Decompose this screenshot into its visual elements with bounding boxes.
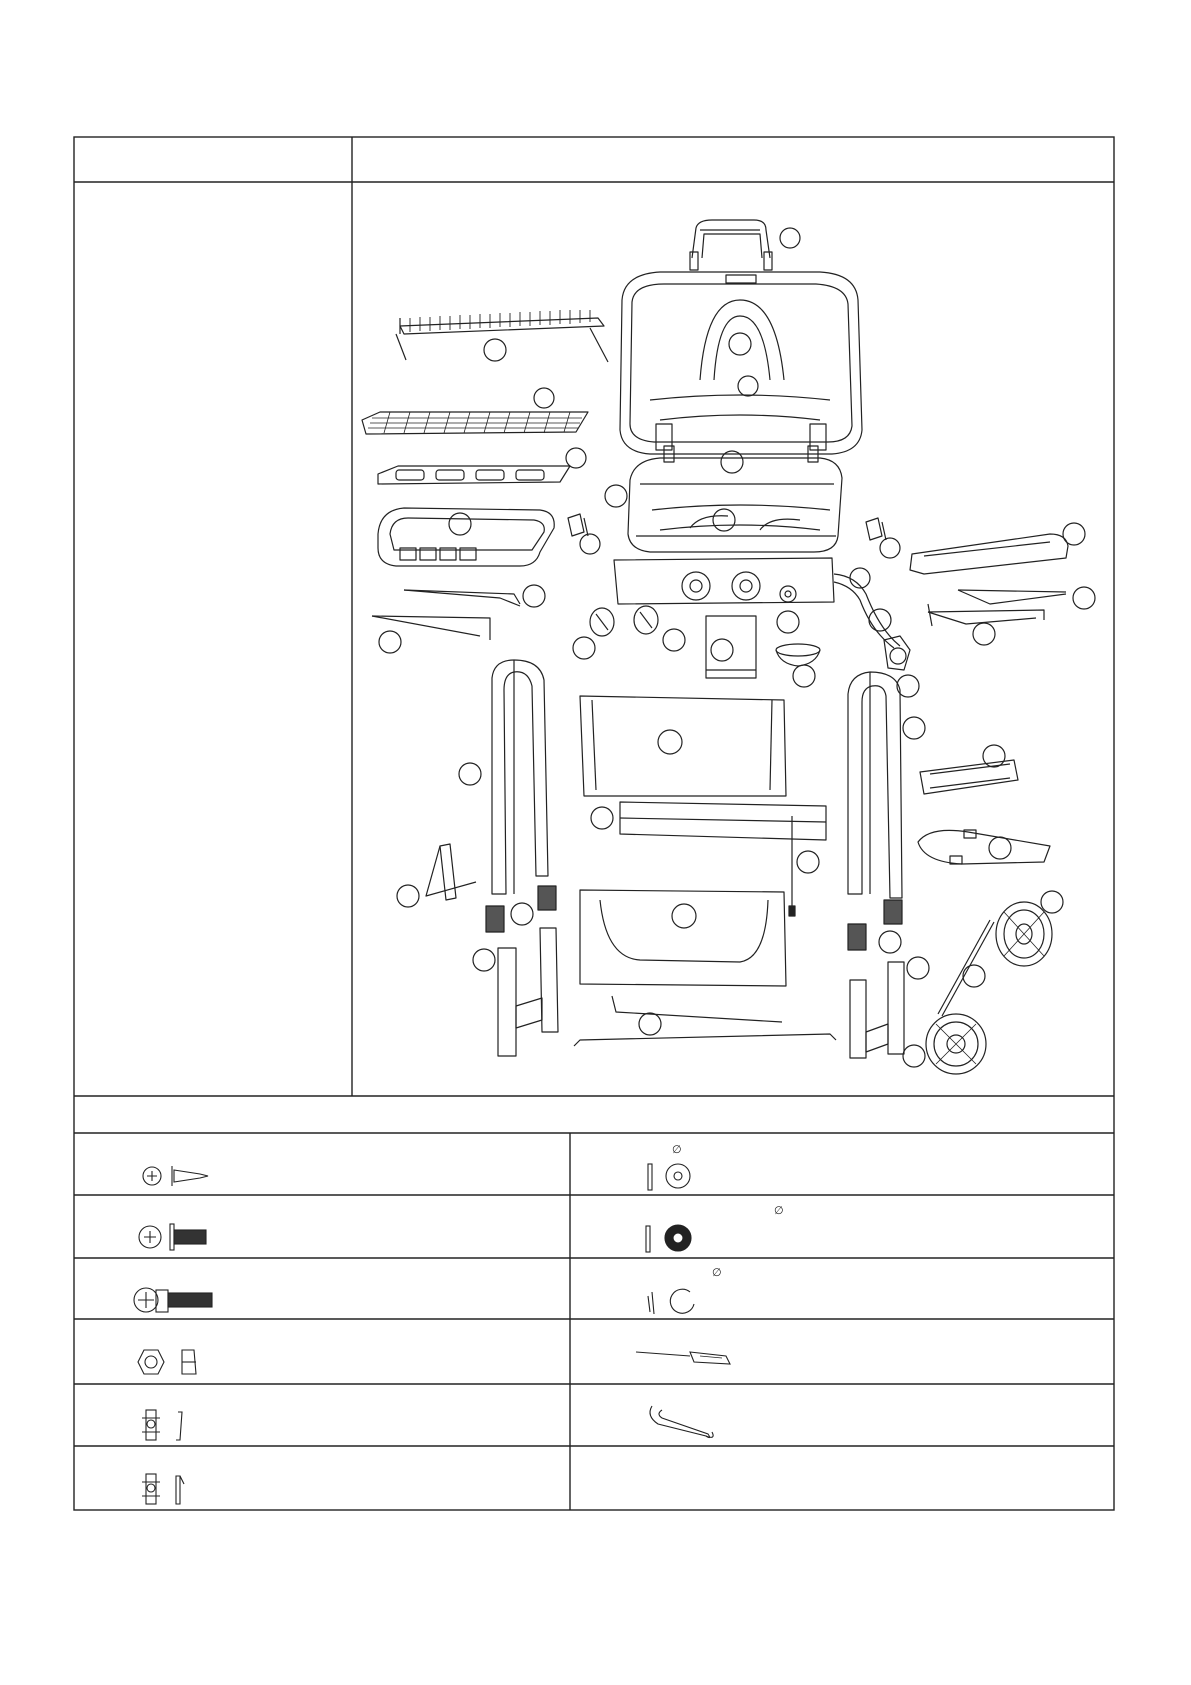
callout-circle	[713, 509, 735, 531]
cooking-grid	[362, 412, 588, 434]
table-frame	[74, 137, 1114, 1510]
leg-left	[492, 660, 548, 894]
diameter-symbol: ∅	[712, 1267, 722, 1279]
wire-ring	[918, 830, 1050, 864]
callout-circle	[983, 745, 1005, 767]
hardware-clip-nut-icon	[142, 1474, 184, 1504]
callout-circle	[973, 623, 995, 645]
hardware-screw-small-icon	[143, 1166, 208, 1186]
callout-circle	[907, 957, 929, 979]
callout-circle	[580, 534, 600, 554]
callout-circle	[880, 538, 900, 558]
warming-rack	[396, 310, 608, 362]
callout-circle	[639, 1013, 661, 1035]
bottom-rod	[574, 996, 836, 1046]
control-knobs	[590, 606, 658, 636]
callout-circle	[397, 885, 419, 907]
heat-tent	[378, 466, 570, 484]
hardware-hex-nut-icon	[138, 1350, 196, 1374]
hardware-star-washer-icon	[646, 1225, 691, 1252]
shelf-bracket-right	[928, 590, 1066, 626]
back-panel	[580, 696, 786, 796]
diameter-symbol: ∅	[672, 1144, 682, 1156]
diameter-symbol: ∅	[774, 1205, 784, 1217]
callout-circle	[879, 931, 901, 953]
callout-circle	[511, 903, 533, 925]
wheel-lower	[926, 1014, 986, 1074]
side-shelf-right	[910, 534, 1068, 574]
callout-circle	[449, 513, 471, 535]
callout-circle	[903, 1045, 925, 1067]
callout-circle	[484, 339, 506, 361]
hardware-cage-nut-icon	[142, 1410, 182, 1440]
callout-circle	[663, 629, 685, 651]
callout-circle	[777, 611, 799, 633]
callout-circle	[869, 609, 891, 631]
leg-right	[848, 672, 902, 898]
callout-circle	[903, 717, 925, 739]
callout-circle	[672, 904, 696, 928]
callout-circle	[1041, 891, 1063, 913]
lid-handle	[690, 220, 772, 270]
callout-circle	[729, 333, 751, 355]
screwdriver-icon	[636, 1352, 730, 1364]
control-panel	[614, 558, 900, 648]
callout-circle	[658, 730, 682, 754]
grease-cup	[776, 644, 820, 666]
base-left	[498, 928, 558, 1056]
side-shelf-left	[378, 508, 554, 566]
hardware-bolt-icon	[139, 1224, 206, 1250]
regulator	[884, 636, 910, 670]
callout-circle	[963, 965, 985, 987]
callout-circle	[605, 485, 627, 507]
grease-tray	[706, 616, 756, 678]
callout-circle	[534, 388, 554, 408]
hardware-hex-bolt-icon	[134, 1288, 212, 1312]
callout-circle	[711, 639, 733, 661]
heat-shield-bracket-right	[866, 518, 886, 540]
hardware-lock-washer-icon	[648, 1289, 694, 1314]
callout-circle	[1073, 587, 1095, 609]
tank-hook	[426, 844, 476, 900]
wrench-icon	[650, 1406, 713, 1438]
wheel-upper	[996, 902, 1052, 966]
hardware-flat-washer-icon	[648, 1164, 690, 1190]
callout-circle	[523, 585, 545, 607]
heat-shield-bracket-left	[568, 514, 588, 536]
callout-circle	[738, 376, 758, 396]
callout-circle	[989, 837, 1011, 859]
base-right	[850, 962, 904, 1058]
callout-circle	[591, 807, 613, 829]
callout-circle	[566, 448, 586, 468]
callout-circle	[459, 763, 481, 785]
leg-connectors	[486, 886, 902, 950]
callout-circle	[793, 665, 815, 687]
tank-holder	[920, 760, 1018, 794]
callout-circle	[1063, 523, 1085, 545]
callout-circle	[473, 949, 495, 971]
callout-circle	[797, 851, 819, 873]
callout-circle	[379, 631, 401, 653]
callout-circle	[780, 228, 800, 248]
callout-circle	[573, 637, 595, 659]
shelf-bracket-left	[372, 590, 520, 640]
cross-brace	[620, 802, 826, 916]
